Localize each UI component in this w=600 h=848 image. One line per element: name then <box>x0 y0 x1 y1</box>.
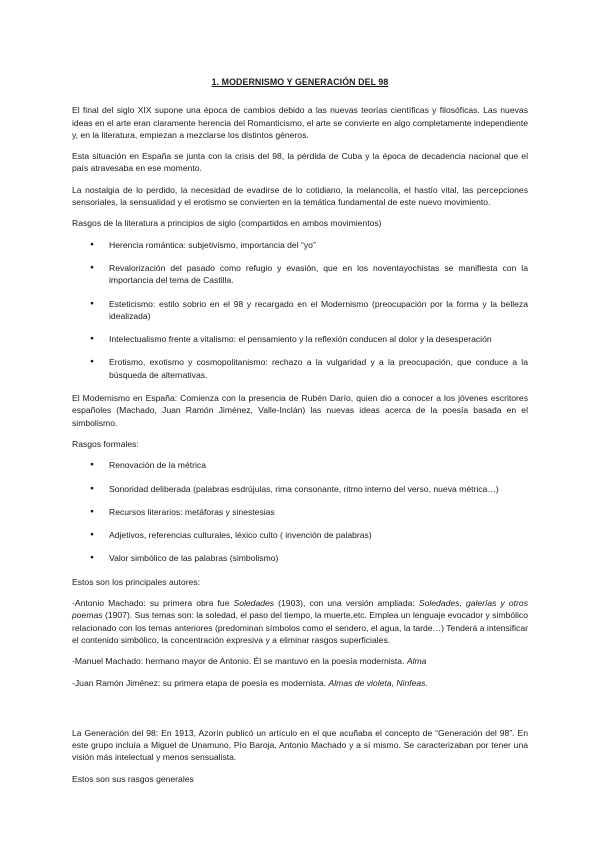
rasgos-list <box>72 239 528 381</box>
obra-title: Almas de violeta, Ninfeas. <box>328 677 428 688</box>
obra-title: Alma <box>406 656 427 667</box>
obra-title: Soledades, galerías y otros poemas <box>72 598 528 621</box>
list-item: ● Herencia romántica: subjetivismo, importancia del “yo” <box>72 239 528 251</box>
list-item: ● Valor simbólico de las palabras (simbolismo) <box>72 552 528 564</box>
list-item: ● Erotismo, exotismo y cosmopolitanismo: rechazo a la vulgaridad y a la preocupación, que conduce a la búsqueda de alternativas. <box>72 356 528 381</box>
list-item: ● Recursos literarios: metáforas y sinestesias <box>72 506 528 518</box>
list-item: ● Renovación de la métrica <box>72 459 528 471</box>
modernismo-espana-paragraph: El Modernismo en España: Comienza con la presencia de Rubén Darío, quien dio a conocer a los jóvenes escritores españoles (Machado, Juan Ramón Jiménez, Valle-Inclán) las nuevas ideas acerca de la poesía basada en el simbolismo. <box>72 393 528 428</box>
intro-paragraph-1: El final del siglo XIX supone una época de cambios debido a las nuevas teorías científicas y filosóficas. Las nuevas ideas en el arte eran claramente herencia del Romanticismo, el arte se convierte en algo completamente independiente y, en la literatura, empiezan a mezclarse los distintos géneros. <box>72 105 528 140</box>
rasgos-formales-list <box>72 459 528 564</box>
intro-paragraph-2: Esta situación en España se junta con la crisis del 98, la pérdida de Cuba y la época de decadencia nacional que el país atravesaba en ese momento. <box>72 151 528 174</box>
list-item: ● Sonoridad deliberada (palabras esdrújulas, rima consonante, ritmo interno del verso, nueva métrica…) <box>72 483 528 495</box>
rasgos-heading: Rasgos de la literatura a principios de siglo (compartidos en ambos movimientos) <box>72 218 382 229</box>
list-item: ● Intelectualismo frente a vitalismo: el pensamiento y la reflexión conducen al dolor y la desesperación <box>72 333 528 345</box>
autor-text: (1907). Sus temas son: la soledad, el paso del tiempo, la muerte,etc. Emplea un lenguaje evocador y simbólico relacionado con los temas anteriores (predominan símbolos como el sendero, el agua, la tarde…) Tenderá a intensificar el contenido simbólico, la concentración expresiva y a eliminar rasgos superficiales. <box>72 610 528 645</box>
autor-antonio-machado <box>72 597 528 646</box>
intro-paragraph-3: La nostalgia de lo perdido, la necesidad de evadirse de lo cotidiano, la melancolía, el hastío vital, las percepciones sensoriales, la sensualidad y el erotismo se convierten en la temática fundamental de este nuevo movimiento. <box>72 184 528 208</box>
autor-juan-ramon-jimenez <box>72 677 528 689</box>
autor-text: -Manuel Machado: hermano mayor de Antonio. Él se mantuvo en la poesía modernista. <box>72 656 407 667</box>
page-title: 1. MODERNISMO Y GENERACIÓN DEL 98 <box>211 77 389 87</box>
autor-text: -Antonio Machado: su primera obra fue <box>72 598 234 609</box>
rasgos-generales-heading: Estos son sus rasgos generales <box>72 773 194 784</box>
section-gap <box>72 698 528 727</box>
generacion-98-paragraph: La Generación del 98: En 1913, Azorín publicó un artículo en el que acuñaba el concepto de “Generación del 98”. En este grupo incluía a Miguel de Unamuno, Pío Baroja, Antonio Machado y a sí mismo. Se caracterizaban por tener una visión más intelectual y menos sensualista. <box>72 727 528 763</box>
autor-manuel-machado <box>72 655 528 667</box>
list-item: ● Revalorización del pasado como refugio y evasión, que en los noventayochistas se manifiesta con la importancia del tema de Castilla. <box>72 262 528 287</box>
rasgos-formales-heading: Rasgos formales: <box>72 438 139 449</box>
autor-text: -Juan Ramón Jiménez: su primera etapa de poesía es modernista. <box>72 677 329 688</box>
autores-heading: Estos son los principales autores: <box>72 576 201 587</box>
list-item: ● Adjetivos, referencias culturales, léxico culto ( invención de palabras) <box>72 529 528 541</box>
obra-title: Soledades <box>233 598 275 609</box>
autor-text: (1903), con una versión ampliada: <box>274 598 419 609</box>
list-item: ● Esteticismo: estilo sobrio en el 98 y recargado en el Modernismo (preocupación por la forma y la belleza idealizada) <box>72 298 528 323</box>
